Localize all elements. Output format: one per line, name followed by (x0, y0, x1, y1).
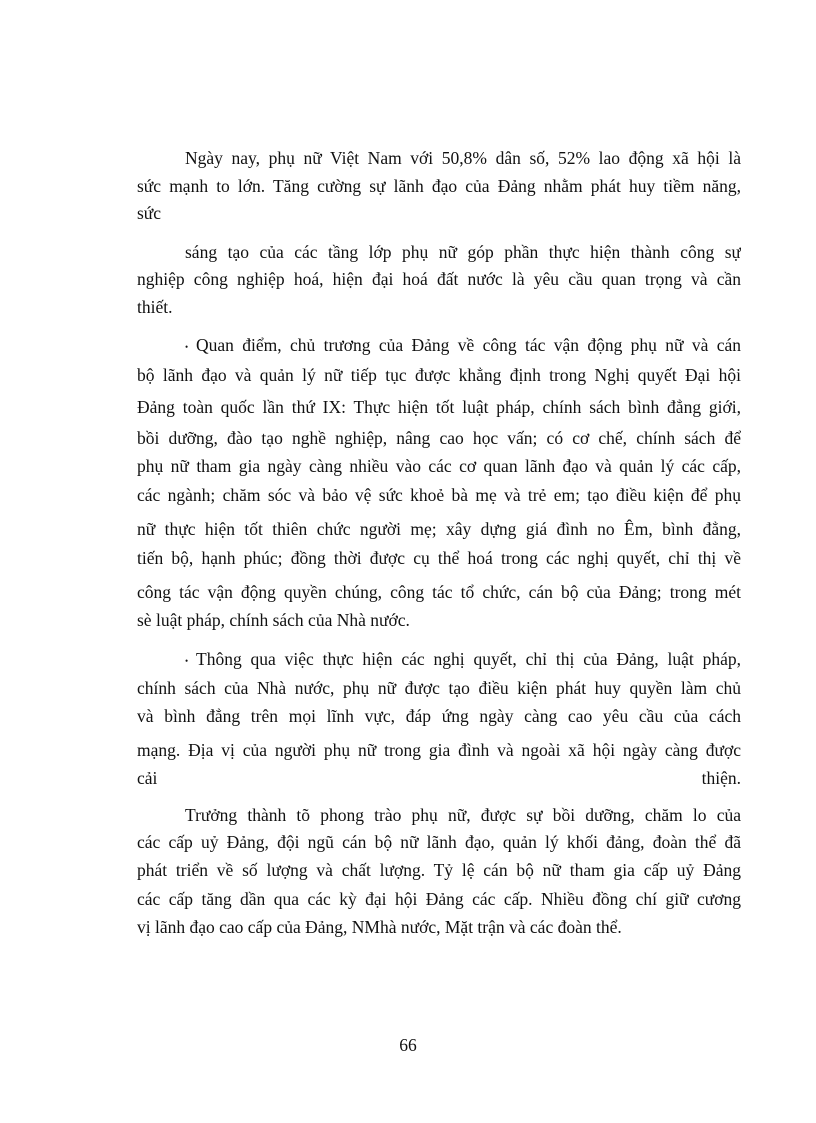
paragraph-5-line-3: phát triển về số lượng và chất lượng. Tỷ lệ cán bộ nữ tham gia cấp uỷ Đảng (137, 860, 741, 880)
paragraph-3-line-4: bồi dưỡng, đào tạo nghề nghiệp, nâng cao học vấn; có cơ chế, chính sách để (137, 428, 741, 448)
paragraph-5-line-5: vị lãnh đạo cao cấp của Đảng, NMhà nước, Mặt trận và các đoàn thể. (137, 917, 622, 937)
paragraph-4-line-1 (185, 648, 741, 672)
paragraph-3-line-3: Đảng toàn quốc lần thứ IX: Thực hiện tốt luật pháp, chính sách bình đẳng giới, (137, 397, 741, 417)
paragraph-2-line-1: sáng tạo của các tầng lớp phụ nữ góp phần thực hiện thành công sự (185, 242, 741, 262)
page-number: 66 (399, 1035, 417, 1055)
paragraph-4-line-1-text: Thông qua việc thực hiện các nghị quyết, chỉ thị của Đảng, luật pháp, (196, 649, 741, 669)
paragraph-1-line-3: sức (137, 203, 162, 223)
paragraph-2-line-3: thiết. (137, 297, 173, 317)
paragraph-5-line-4: các cấp tăng dần qua các kỳ đại hội Đảng các cấp. Nhiều đồng chí giữ cương (137, 889, 741, 909)
paragraph-3-line-1-text: Quan điểm, chủ trương của Đảng về công tác vận động phụ nữ và cán (196, 335, 741, 355)
bullet-marker: • (185, 341, 189, 352)
paragraph-5-line-2: các cấp uỷ Đảng, đội ngũ cán bộ nữ lãnh đạo, quản lý khối đảng, đoàn thể đã (137, 832, 741, 852)
paragraph-3-line-6: các ngành; chăm sóc và bảo vệ sức khoẻ bà mẹ và trẻ em; tạo điều kiện để phụ (137, 485, 741, 505)
paragraph-4-line-5-right: thiện. (701, 768, 741, 788)
paragraph-3-line-7: nữ thực hiện tốt thiên chức người mẹ; xây dựng giá đình no Êm, bình đẳng, (137, 519, 741, 539)
paragraph-4-line-3: và bình đẳng trên mọi lĩnh vực, đáp ứng ngày càng cao yêu cầu của cách (137, 706, 741, 726)
paragraph-4-line-2: chính sách của Nhà nước, phụ nữ được tạo điều kiện phát huy quyền làm chủ (137, 678, 741, 698)
paragraph-3-line-2: bộ lãnh đạo và quản lý nữ tiếp tục được khẳng định trong Nghị quyết Đại hội (137, 365, 741, 385)
paragraph-3-line-8: tiến bộ, hạnh phúc; đồng thời được cụ thể hoá trong các nghị quyết, chỉ thị về (137, 548, 741, 568)
paragraph-3-line-9: công tác vận động quyền chúng, công tác tổ chức, cán bộ của Đảng; trong mét (137, 582, 741, 602)
bullet-marker: • (185, 655, 189, 666)
paragraph-3-line-1 (185, 334, 741, 358)
paragraph-1-line-1: Ngày nay, phụ nữ Việt Nam với 50,8% dân số, 52% lao động xã hội là (185, 148, 741, 168)
paragraph-2-line-2: nghiệp công nghiệp hoá, hiện đại hoá đất nước là yêu cầu quan trọng và cần (137, 269, 741, 289)
paragraph-3-line-5: phụ nữ tham gia ngày càng nhiều vào các cơ quan lãnh đạo và quản lý các cấp, (137, 456, 741, 476)
paragraph-4-line-5-left: cải (137, 768, 158, 788)
paragraph-1-line-2: sức mạnh to lớn. Tăng cường sự lãnh đạo của Đảng nhằm phát huy tiềm năng, (137, 176, 741, 196)
paragraph-5-line-1: Trưởng thành tõ phong trào phụ nữ, được sự bồi dưỡng, chăm lo của (185, 805, 741, 825)
paragraph-3-line-10: sè luật pháp, chính sách của Nhà nước. (137, 610, 410, 630)
paragraph-4-line-4: mạng. Địa vị của người phụ nữ trong gia đình và ngoài xã hội ngày càng được (137, 740, 741, 760)
